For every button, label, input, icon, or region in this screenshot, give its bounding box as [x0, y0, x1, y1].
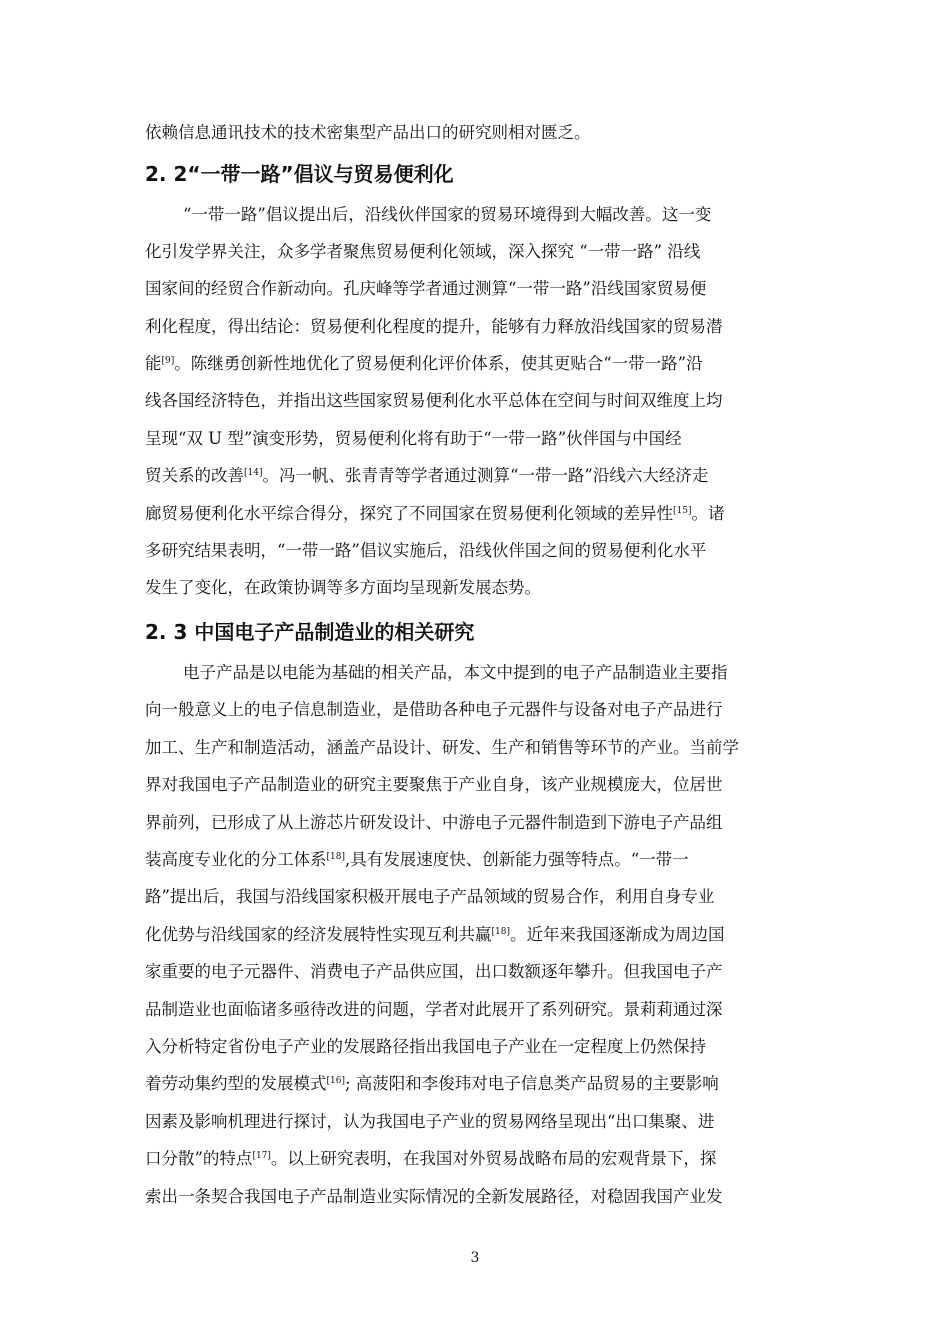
citation-ref: [18] [326, 852, 345, 862]
paragraph-line: “一带一路”倡议提出后，沿线伙伴国家的贸易环境得到大幅改善。这一变 [183, 205, 712, 224]
paragraph-line: 界前列，已形成了从上游芯片研发设计、中游电子元器件制造到下游电子产品组 [145, 813, 723, 832]
text-run: 。近年来我国逐渐成为周边国 [509, 925, 725, 944]
paragraph-line: 多研究结果表明，“一带一路”倡议实施后，沿线伙伴国之间的贸易便利化水平 [145, 541, 707, 560]
text-run: 化优势与沿线国家的经济发展特性实现互利共赢 [145, 925, 492, 944]
paragraph-line [145, 464, 708, 488]
paragraph-line: 路”提出后，我国与沿线国家积极开展电子产品领域的贸易合作，利用自身专业 [145, 887, 715, 906]
citation-ref: [15] [673, 506, 692, 516]
paragraph-line [145, 352, 703, 376]
section-heading-2-3: 2. 3 中国电子产品制造业的相关研究 [145, 620, 475, 644]
citation-ref: [14] [244, 468, 263, 478]
paragraph-line: 化引发学界关注，众多学者聚焦贸易便利化领域，深入探究 “一带一路” 沿线 [145, 242, 701, 261]
paragraph-line: 加工、生产和制造活动，涵盖产品设计、研发、生产和销售等环节的产业。当前学 [145, 738, 739, 757]
paragraph-line: 界对我国电子产品制造业的研究主要聚焦于产业自身，该产业规模庞大，位居世 [145, 775, 723, 794]
paragraph-line: 家重要的电子元器件、消费电子产品供应国，出口数额逐年攀升。但我国电子产 [145, 962, 723, 981]
section-heading-2-2: 2. 2“一带一路”倡议与贸易便利化 [145, 162, 454, 186]
text-run: 。以上研究表明，在我国对外贸易战略布局的宏观背景下，探 [270, 1149, 717, 1168]
text-run: 能 [145, 354, 162, 373]
paragraph-line [145, 923, 724, 947]
paragraph-line: 国家间的经贸合作新动向。孔庆峰等学者通过测算“一带一路”沿线国家贸易便 [145, 279, 707, 298]
text-run: 着劳动集约型的发展模式 [145, 1074, 327, 1093]
paragraph-line: 线各国经济特色，并指出这些国家贸易便利化水平总体在空间与时间双维度上均 [145, 391, 723, 410]
citation-ref: [16] [326, 1076, 345, 1086]
paragraph-line [145, 1072, 719, 1096]
paragraph-line: 入分析特定省份电子产业的发展路径指出我国电子产业在一定程度上仍然保持 [145, 1037, 706, 1056]
citation-ref: [17] [252, 1151, 271, 1161]
text-run: 贸关系的改善 [145, 466, 244, 485]
page-number: 3 [470, 1250, 480, 1266]
text-run: ,具有发展速度快、创新能力强等特点。“一带一 [344, 850, 689, 869]
paragraph-line: 向一般意义上的电子信息制造业，是借助各种电子元器件与设备对电子产品进行 [145, 700, 723, 719]
paragraph-line: 呈现“双 U 型”演变形势，贸易便利化将有助于“一带一路”伙伴国与中国经 [145, 429, 682, 448]
paragraph-line [145, 848, 689, 872]
text-run: ; 高菠阳和李俊玮对电子信息类产品贸易的主要影响 [344, 1074, 719, 1093]
text-run: 。冯一帆、张青青等学者通过测算“一带一路”沿线六大经济走 [262, 466, 709, 485]
paragraph-line: 发生了变化，在政策协调等多方面均呈现新发展态势。 [145, 578, 541, 597]
text-run: 。诸 [691, 504, 725, 523]
paragraph-line: 依赖信息通讯技术的技术密集型产品出口的研究则相对匮乏。 [145, 123, 591, 142]
text-run: 装高度专业化的分工体系 [145, 850, 327, 869]
text-run: 。陈继勇创新性地优化了贸易便利化评价体系，使其更贴合“一带一路”沿 [174, 354, 703, 373]
paragraph-line [145, 502, 724, 526]
paragraph-line: 索出一条契合我国电子产品制造业实际情况的全新发展路径，对稳固我国产业发 [145, 1187, 723, 1206]
paragraph-line: 利化程度，得出结论：贸易便利化程度的提升，能够有力释放沿线国家的贸易潜 [145, 317, 723, 336]
paragraph-line [145, 1147, 716, 1171]
paragraph-line: 品制造业也面临诸多亟待改进的问题，学者对此展开了系列研究。景莉莉通过深 [145, 1000, 723, 1019]
paragraph-line: 电子产品是以电能为基础的相关产品，本文中提到的电子产品制造业主要指 [183, 663, 728, 682]
text-run: 廊贸易便利化水平综合得分，探究了不同国家在贸易便利化领域的差异性 [145, 504, 673, 523]
citation-ref: [9] [161, 356, 175, 366]
citation-ref: [18] [491, 927, 510, 937]
text-run: 口分散”的特点 [145, 1149, 253, 1168]
paragraph-line: 因素及影响机理进行探讨，认为我国电子产业的贸易网络呈现出“出口集聚、进 [145, 1112, 715, 1131]
